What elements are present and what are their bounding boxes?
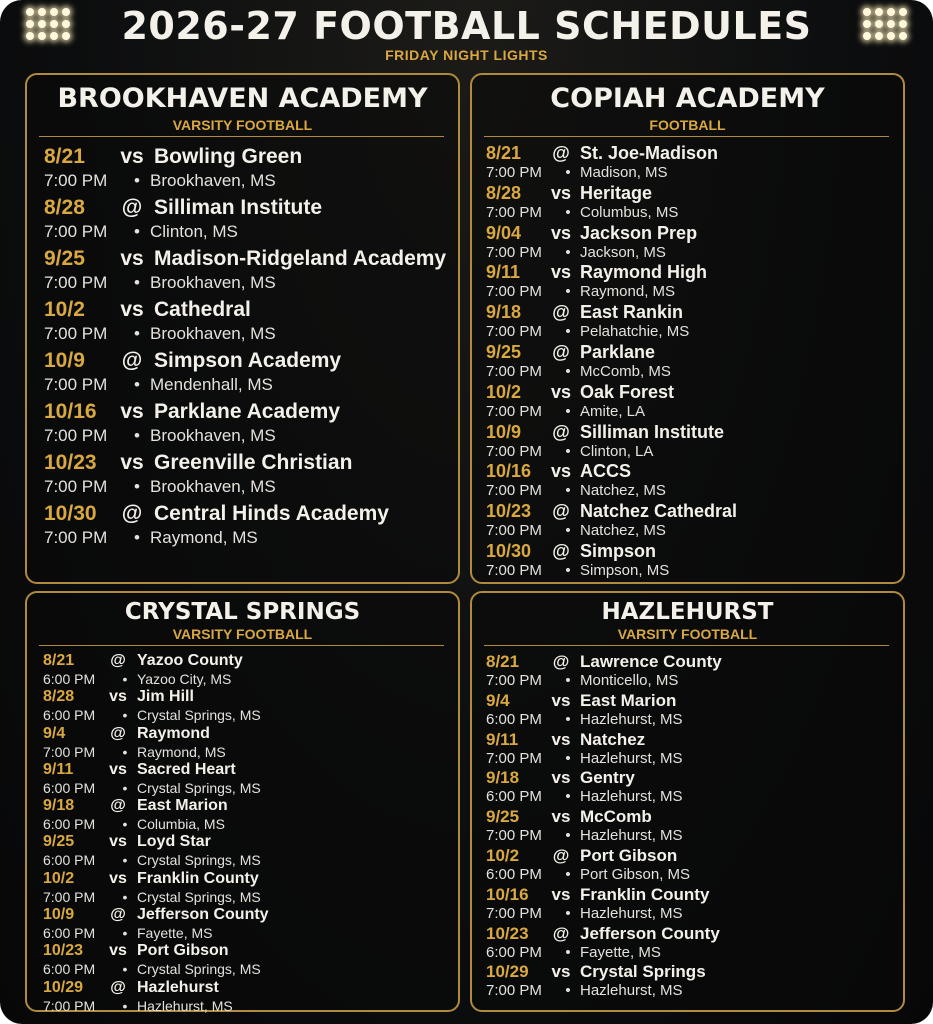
game-location: Brookhaven, MS <box>150 477 276 496</box>
opponent-name: St. Joe-Madison <box>580 143 719 163</box>
opponent-name: Raymond <box>137 724 210 742</box>
bullet-separator: • <box>565 943 571 961</box>
game-location: Columbus, MS <box>580 203 679 221</box>
game-time: 7:00 PM <box>486 402 542 420</box>
game-row <box>486 461 737 501</box>
game-location: Fayette, MS <box>137 925 213 942</box>
bullet-separator: • <box>134 375 140 394</box>
game-date: 10/9 <box>486 421 522 442</box>
home-away-indicator: @ <box>121 196 143 219</box>
opponent-name: Yazoo County <box>137 652 243 669</box>
home-away-indicator: @ <box>110 652 126 669</box>
opponent-name: Simpson <box>580 540 657 561</box>
game-date: 10/23 <box>486 923 529 943</box>
home-away-indicator: @ <box>552 341 570 362</box>
home-away-indicator: @ <box>552 143 570 163</box>
divider <box>39 136 444 137</box>
bullet-separator: • <box>565 442 571 460</box>
game-location: Simpson, MS <box>580 561 670 579</box>
bullet-separator: • <box>565 243 571 261</box>
game-list <box>43 652 269 1015</box>
game-time: 7:00 PM <box>486 904 542 922</box>
game-date: 10/23 <box>44 451 97 474</box>
game-time: 6:00 PM <box>43 961 96 978</box>
opponent-name: Silliman Institute <box>154 196 323 219</box>
team-name: BROOKHAVEN ACADEMY <box>57 83 428 114</box>
home-away-indicator: vs <box>120 298 144 321</box>
game-row <box>43 870 269 906</box>
bullet-separator: • <box>565 788 571 806</box>
bullet-separator: • <box>565 982 571 1000</box>
opponent-name: Port Gibson <box>137 942 229 960</box>
opponent-name: Jefferson County <box>137 906 269 924</box>
divider <box>484 136 889 137</box>
team-panel-hazlehurst <box>470 591 905 1012</box>
opponent-name: Heritage <box>580 182 653 203</box>
game-date: 9/04 <box>486 222 522 243</box>
bullet-separator: • <box>122 852 128 869</box>
game-time: 7:00 PM <box>486 243 542 261</box>
bullet-separator: • <box>122 743 128 760</box>
game-date: 10/16 <box>486 461 532 482</box>
game-time: 7:00 PM <box>486 362 542 380</box>
team-subtitle: VARSITY FOOTBALL <box>172 117 313 133</box>
game-time: 7:00 PM <box>486 982 542 1000</box>
bullet-separator: • <box>122 816 128 833</box>
game-row <box>43 761 269 797</box>
game-location: Columbia, MS <box>137 816 225 833</box>
home-away-indicator: @ <box>552 845 570 865</box>
game-row <box>43 979 269 1015</box>
game-location: Raymond, MS <box>150 528 258 547</box>
game-row <box>486 143 737 183</box>
game-row <box>43 688 269 724</box>
game-location: Brookhaven, MS <box>150 273 276 292</box>
game-row <box>44 400 446 451</box>
game-date: 10/9 <box>44 349 85 372</box>
game-row <box>43 906 269 942</box>
team-name: COPIAH ACADEMY <box>550 83 825 114</box>
game-row <box>486 302 737 342</box>
game-location: Brookhaven, MS <box>150 426 276 445</box>
game-location: Natchez, MS <box>580 522 666 540</box>
game-date: 9/25 <box>44 247 85 270</box>
team-panel-copiah <box>470 73 905 584</box>
game-location: Hazlehurst, MS <box>580 827 683 845</box>
game-date: 8/21 <box>486 652 520 671</box>
home-away-indicator: vs <box>550 381 572 402</box>
bullet-separator: • <box>122 961 128 978</box>
game-time: 7:00 PM <box>44 273 108 292</box>
game-time: 7:00 PM <box>44 426 108 445</box>
home-away-indicator: @ <box>552 302 570 323</box>
game-row <box>44 502 446 553</box>
game-row <box>43 797 269 833</box>
bullet-separator: • <box>134 528 140 547</box>
team-name: HAZLEHURST <box>601 599 774 625</box>
home-away-indicator: vs <box>551 729 571 749</box>
game-location: Crystal Springs, MS <box>137 888 261 905</box>
game-location: Fayette, MS <box>580 943 661 961</box>
opponent-name: Simpson Academy <box>154 349 342 372</box>
home-away-indicator: vs <box>551 690 571 710</box>
game-location: Clinton, MS <box>150 222 238 241</box>
bullet-separator: • <box>134 273 140 292</box>
team-panel-crystal-springs <box>25 591 460 1012</box>
game-time: 7:00 PM <box>486 672 542 689</box>
game-date: 10/23 <box>486 501 532 522</box>
bullet-separator: • <box>122 925 128 942</box>
opponent-name: Hazlehurst <box>137 978 219 996</box>
game-time: 7:00 PM <box>44 375 108 394</box>
game-row <box>43 833 269 869</box>
game-date: 9/4 <box>486 690 510 710</box>
home-away-indicator: vs <box>109 833 127 851</box>
game-time: 7:00 PM <box>43 743 96 760</box>
game-location: Raymond, MS <box>137 743 226 760</box>
home-away-indicator: vs <box>551 768 571 788</box>
game-time: 6:00 PM <box>43 779 96 796</box>
home-away-indicator: vs <box>550 222 572 243</box>
home-away-indicator: @ <box>552 421 570 442</box>
game-date: 9/25 <box>43 833 75 851</box>
game-row <box>486 924 722 963</box>
opponent-name: Madison-Ridgeland Academy <box>154 247 447 270</box>
bullet-separator: • <box>134 477 140 496</box>
game-date: 9/18 <box>43 797 75 815</box>
opponent-name: Parklane <box>580 341 656 362</box>
bullet-separator: • <box>565 904 571 922</box>
opponent-name: Crystal Springs <box>580 962 706 982</box>
home-away-indicator: vs <box>109 942 127 960</box>
home-away-indicator: vs <box>551 807 571 827</box>
opponent-name: Sacred Heart <box>137 760 236 778</box>
game-list <box>486 652 722 1001</box>
bullet-separator: • <box>565 749 571 767</box>
home-away-indicator: vs <box>551 962 571 982</box>
game-row <box>486 422 737 462</box>
game-date: 8/28 <box>43 688 75 706</box>
home-away-indicator: @ <box>110 724 126 742</box>
bullet-separator: • <box>565 522 571 540</box>
game-date: 9/25 <box>486 807 520 827</box>
bullet-separator: • <box>134 426 140 445</box>
game-date: 10/29 <box>486 962 529 982</box>
bullet-separator: • <box>565 561 571 579</box>
game-row <box>486 223 737 263</box>
game-location: McComb, MS <box>580 362 671 380</box>
opponent-name: Jefferson County <box>580 923 720 943</box>
bullet-separator: • <box>565 865 571 883</box>
game-date: 9/25 <box>486 341 522 362</box>
game-date: 10/30 <box>44 502 97 525</box>
game-time: 7:00 PM <box>486 482 542 500</box>
game-date: 10/2 <box>44 298 85 321</box>
game-date: 8/21 <box>44 145 85 168</box>
game-row <box>44 196 446 247</box>
home-away-indicator: @ <box>552 540 570 561</box>
game-row <box>486 962 722 1001</box>
team-panel-brookhaven <box>25 73 460 584</box>
game-date: 9/11 <box>486 729 519 749</box>
opponent-name: East Marion <box>137 797 228 815</box>
game-row <box>44 349 446 400</box>
opponent-name: Lawrence County <box>580 652 722 671</box>
home-away-indicator: @ <box>121 349 143 372</box>
home-away-indicator: vs <box>109 760 127 778</box>
game-date: 10/23 <box>43 942 84 960</box>
home-away-indicator: @ <box>552 923 570 943</box>
opponent-name: East Marion <box>580 690 677 710</box>
game-location: Hazlehurst, MS <box>580 749 683 767</box>
game-time: 7:00 PM <box>486 164 542 181</box>
home-away-indicator: vs <box>120 451 144 474</box>
opponent-name: McComb <box>580 807 652 827</box>
home-away-indicator: @ <box>110 797 126 815</box>
game-row <box>486 541 737 581</box>
opponent-name: Raymond High <box>580 262 708 283</box>
game-time: 7:00 PM <box>44 324 108 343</box>
bullet-separator: • <box>134 171 140 190</box>
opponent-name: ACCS <box>580 461 632 482</box>
home-away-indicator: @ <box>552 652 570 671</box>
game-date: 9/18 <box>486 302 522 323</box>
game-row <box>486 652 722 691</box>
page-title: 2026-27 FOOTBALL SCHEDULES <box>121 4 812 48</box>
bullet-separator: • <box>565 283 571 301</box>
bullet-separator: • <box>122 671 128 687</box>
game-date: 8/21 <box>43 652 75 669</box>
game-date: 8/21 <box>486 143 522 163</box>
bullet-separator: • <box>565 672 571 689</box>
game-row <box>486 342 737 382</box>
game-row <box>486 501 737 541</box>
game-date: 10/9 <box>43 906 75 924</box>
home-away-indicator: @ <box>110 978 126 996</box>
home-away-indicator: @ <box>552 501 570 522</box>
game-list <box>486 143 737 581</box>
game-time: 6:00 PM <box>486 865 542 883</box>
game-location: Pelahatchie, MS <box>580 323 690 341</box>
bullet-separator: • <box>122 779 128 796</box>
game-row <box>486 807 722 846</box>
home-away-indicator: vs <box>551 884 571 904</box>
divider <box>39 645 444 646</box>
bullet-separator: • <box>565 827 571 845</box>
game-row <box>486 768 722 807</box>
game-location: Port Gibson, MS <box>580 865 691 883</box>
game-row <box>43 652 269 688</box>
game-location: Amite, LA <box>580 402 646 420</box>
team-subtitle: VARSITY FOOTBALL <box>172 626 313 642</box>
game-time: 7:00 PM <box>44 171 108 190</box>
opponent-name: Oak Forest <box>580 381 675 402</box>
game-row <box>43 725 269 761</box>
bullet-separator: • <box>565 164 571 181</box>
opponent-name: Central Hinds Academy <box>154 502 389 525</box>
game-date: 10/2 <box>43 869 75 887</box>
opponent-name: Cathedral <box>154 298 251 321</box>
game-location: Crystal Springs, MS <box>137 961 261 978</box>
team-name: CRYSTAL SPRINGS <box>124 599 361 625</box>
opponent-name: Loyd Star <box>137 833 211 851</box>
game-row <box>44 451 446 502</box>
game-time: 7:00 PM <box>43 888 96 905</box>
game-time: 6:00 PM <box>486 710 542 728</box>
home-away-indicator: vs <box>120 400 144 423</box>
game-location: Clinton, LA <box>580 442 654 460</box>
game-location: Raymond, MS <box>580 283 676 301</box>
game-time: 7:00 PM <box>44 222 108 241</box>
opponent-name: Jackson Prep <box>580 222 698 243</box>
game-time: 7:00 PM <box>486 561 542 579</box>
game-row <box>486 730 722 769</box>
game-location: Yazoo City, MS <box>137 671 232 687</box>
game-date: 10/2 <box>486 845 520 865</box>
game-time: 6:00 PM <box>43 671 96 687</box>
opponent-name: Franklin County <box>137 869 259 887</box>
game-list <box>44 145 446 553</box>
opponent-name: East Rankin <box>580 302 684 323</box>
home-away-indicator: vs <box>550 461 572 482</box>
game-row <box>486 382 737 422</box>
game-date: 8/28 <box>44 196 85 219</box>
game-row <box>486 691 722 730</box>
opponent-name: Franklin County <box>580 884 710 904</box>
bullet-separator: • <box>122 997 128 1014</box>
game-row <box>486 885 722 924</box>
bullet-separator: • <box>565 402 571 420</box>
opponent-name: Jim Hill <box>137 688 194 706</box>
game-date: 9/4 <box>43 724 66 742</box>
home-away-indicator: vs <box>109 688 127 706</box>
bullet-separator: • <box>134 222 140 241</box>
game-time: 7:00 PM <box>486 283 542 301</box>
opponent-name: Port Gibson <box>580 845 678 865</box>
opponent-name: Parklane Academy <box>154 400 340 423</box>
game-time: 7:00 PM <box>486 323 542 341</box>
opponent-name: Natchez Cathedral <box>580 501 738 522</box>
bullet-separator: • <box>122 888 128 905</box>
game-row <box>44 247 446 298</box>
game-location: Monticello, MS <box>580 672 679 689</box>
game-date: 10/2 <box>486 381 522 402</box>
game-row <box>486 262 737 302</box>
game-location: Brookhaven, MS <box>150 324 276 343</box>
bullet-separator: • <box>565 323 571 341</box>
game-time: 6:00 PM <box>43 852 96 869</box>
home-away-indicator: vs <box>109 869 127 887</box>
game-time: 7:00 PM <box>486 442 542 460</box>
opponent-name: Silliman Institute <box>580 421 725 442</box>
game-location: Crystal Springs, MS <box>137 779 261 796</box>
game-time: 7:00 PM <box>486 827 542 845</box>
game-location: Madison, MS <box>580 164 668 181</box>
game-row <box>43 942 269 978</box>
opponent-name: Natchez <box>580 729 646 749</box>
game-time: 6:00 PM <box>486 943 542 961</box>
home-away-indicator: vs <box>120 247 144 270</box>
game-row <box>486 846 722 885</box>
game-location: Natchez, MS <box>580 482 666 500</box>
bullet-separator: • <box>565 710 571 728</box>
bullet-separator: • <box>565 482 571 500</box>
bullet-separator: • <box>565 203 571 221</box>
game-date: 10/30 <box>486 540 532 561</box>
game-time: 6:00 PM <box>43 816 96 833</box>
home-away-indicator: vs <box>550 262 572 283</box>
game-date: 9/11 <box>486 262 521 283</box>
game-row <box>44 145 446 196</box>
game-date: 10/16 <box>486 884 529 904</box>
game-date: 9/18 <box>486 768 520 788</box>
bullet-separator: • <box>122 707 128 724</box>
game-location: Hazlehurst, MS <box>137 997 233 1014</box>
game-location: Hazlehurst, MS <box>580 710 683 728</box>
game-time: 6:00 PM <box>43 707 96 724</box>
home-away-indicator: vs <box>120 145 144 168</box>
game-location: Hazlehurst, MS <box>580 788 683 806</box>
game-date: 10/16 <box>44 400 97 423</box>
game-row <box>44 298 446 349</box>
page-subtitle: FRIDAY NIGHT LIGHTS <box>385 47 548 63</box>
game-time: 7:00 PM <box>44 477 108 496</box>
home-away-indicator: @ <box>121 502 143 525</box>
team-subtitle: FOOTBALL <box>649 117 726 133</box>
game-location: Crystal Springs, MS <box>137 852 261 869</box>
game-time: 7:00 PM <box>43 997 96 1014</box>
game-location: Hazlehurst, MS <box>580 904 683 922</box>
divider <box>484 645 889 646</box>
bullet-separator: • <box>134 324 140 343</box>
game-location: Brookhaven, MS <box>150 171 276 190</box>
opponent-name: Greenville Christian <box>154 451 353 474</box>
game-date: 9/11 <box>43 760 74 778</box>
game-location: Jackson, MS <box>580 243 666 261</box>
game-row <box>486 183 737 223</box>
game-time: 6:00 PM <box>43 925 96 942</box>
bullet-separator: • <box>565 362 571 380</box>
game-location: Hazlehurst, MS <box>580 982 683 1000</box>
game-location: Mendenhall, MS <box>150 375 273 394</box>
game-date: 10/29 <box>43 978 84 996</box>
home-away-indicator: @ <box>110 906 126 924</box>
opponent-name: Bowling Green <box>154 145 303 168</box>
opponent-name: Gentry <box>580 768 635 788</box>
home-away-indicator: vs <box>550 182 572 203</box>
team-subtitle: VARSITY FOOTBALL <box>617 626 758 642</box>
game-location: Crystal Springs, MS <box>137 707 261 724</box>
game-time: 7:00 PM <box>486 522 542 540</box>
game-time: 6:00 PM <box>486 788 542 806</box>
game-time: 7:00 PM <box>44 528 108 547</box>
game-time: 7:00 PM <box>486 749 542 767</box>
game-time: 7:00 PM <box>486 203 542 221</box>
game-date: 8/28 <box>486 182 522 203</box>
